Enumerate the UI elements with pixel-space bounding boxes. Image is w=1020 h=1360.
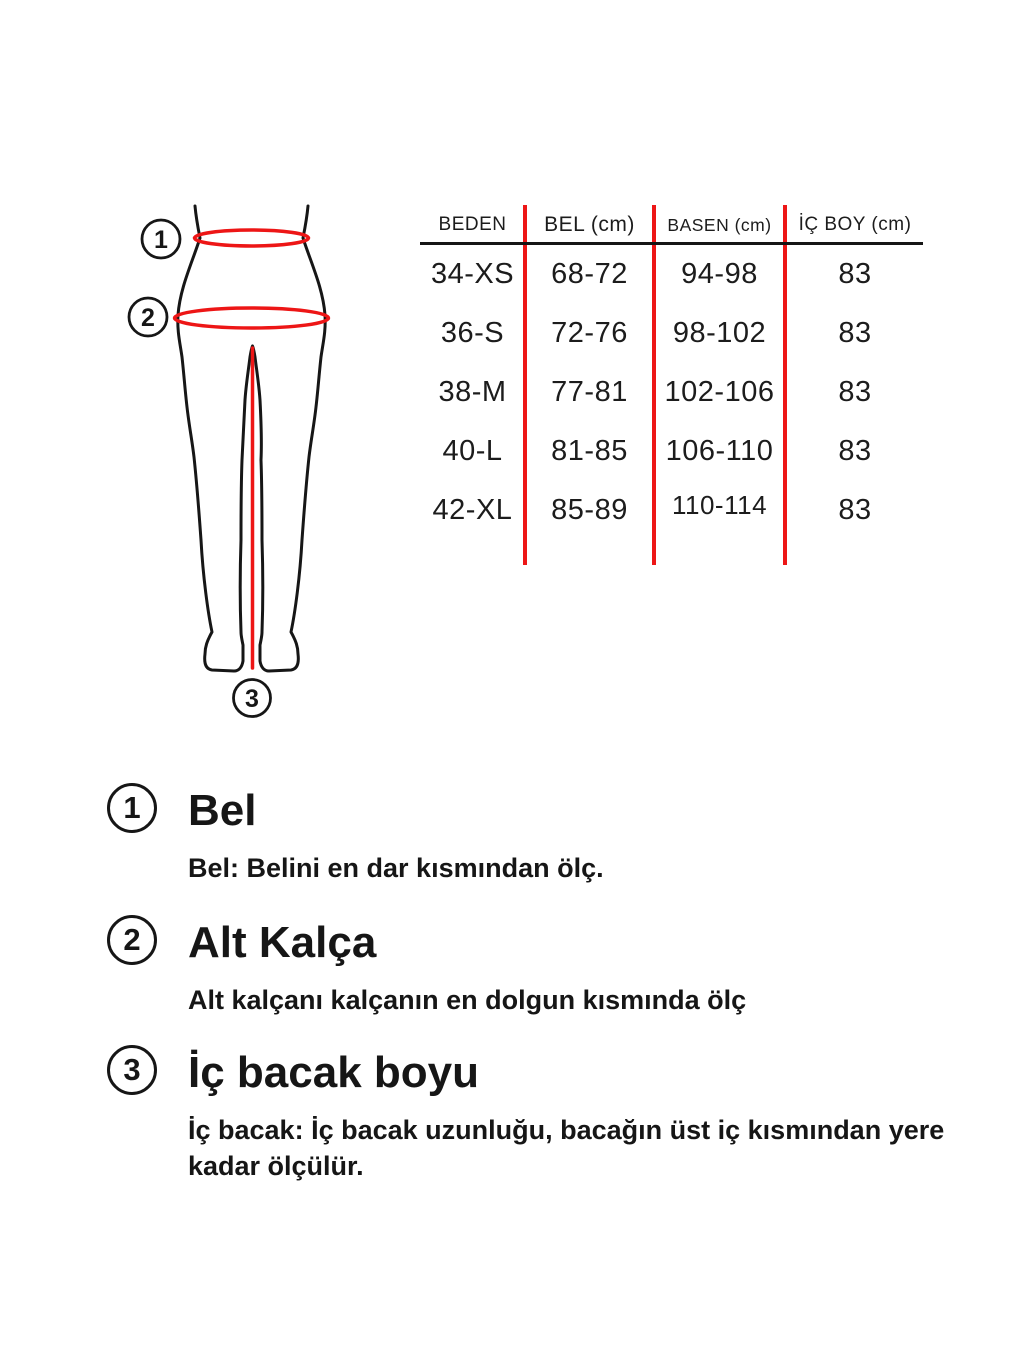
legend-1-number: 1 (123, 790, 141, 825)
cell-waist: 68-72 (551, 258, 628, 290)
legend-1-circle (107, 783, 157, 833)
column-header-inseam: İÇ BOY (cm) (798, 214, 912, 235)
cell-hip: 110-114 (671, 490, 768, 520)
table-row (420, 481, 925, 540)
column-header-size: BEDEN (438, 214, 507, 235)
cell-size: 40-L (442, 435, 503, 467)
legend-3-title: İç bacak boyu (188, 1048, 480, 1097)
column-header-hip: BASEN (cm) (667, 214, 772, 235)
header-underline (420, 242, 923, 245)
legend-3-description-line1: İç bacak: İç bacak uzunluğu, bacağın üst iç kısmından yere (188, 1115, 945, 1145)
cell-size: 38-M (438, 376, 507, 408)
hip-measure-ellipse (175, 308, 329, 328)
cell-hip: 106-110 (665, 435, 774, 467)
waist-measure-ellipse (195, 230, 309, 246)
cell-waist: 77-81 (551, 376, 628, 408)
cell-waist: 81-85 (551, 435, 628, 467)
cell-size: 34-XS (430, 258, 515, 290)
table-row (420, 304, 925, 363)
marker-3-label: 3 (245, 685, 259, 713)
legend-2-number: 2 (123, 922, 141, 957)
legend-3-circle (107, 1045, 157, 1095)
legend-2-circle (107, 915, 157, 965)
legend-3-description-line2: kadar ölçülür. (188, 1151, 364, 1181)
cell-size: 36-S (440, 317, 505, 349)
column-header-waist: BEL (cm) (544, 213, 635, 236)
cell-inseam: 83 (838, 317, 872, 349)
cell-inseam: 83 (838, 258, 872, 290)
table-row (420, 363, 925, 422)
legend-1-description: Bel: Belini en dar kısmından ölç. (188, 853, 604, 883)
cell-hip: 102-106 (664, 376, 775, 408)
cell-inseam: 83 (838, 494, 872, 526)
table-header-row (420, 205, 925, 245)
legend-2-description: Alt kalçanı kalçanın en dolgun kısmında ölç (188, 985, 747, 1015)
pants-measurement-diagram (120, 185, 355, 735)
cell-hip: 94-98 (681, 258, 758, 290)
legend-2-title: Alt Kalça (188, 918, 377, 967)
table-row (420, 422, 925, 481)
cell-waist: 72-76 (551, 317, 628, 349)
marker-1-label: 1 (154, 226, 168, 254)
cell-inseam: 83 (838, 435, 872, 467)
legend-1-title: Bel (188, 786, 257, 835)
marker-2-label: 2 (141, 304, 155, 332)
table-row (420, 245, 925, 304)
size-table (420, 205, 925, 565)
legend-3-description (188, 1112, 944, 1184)
legend-3-number: 3 (123, 1052, 141, 1087)
column-separator (523, 205, 527, 565)
cell-inseam: 83 (838, 376, 872, 408)
cell-waist: 85-89 (551, 494, 628, 526)
cell-size: 42-XL (432, 494, 513, 526)
cell-hip: 98-102 (672, 317, 767, 349)
